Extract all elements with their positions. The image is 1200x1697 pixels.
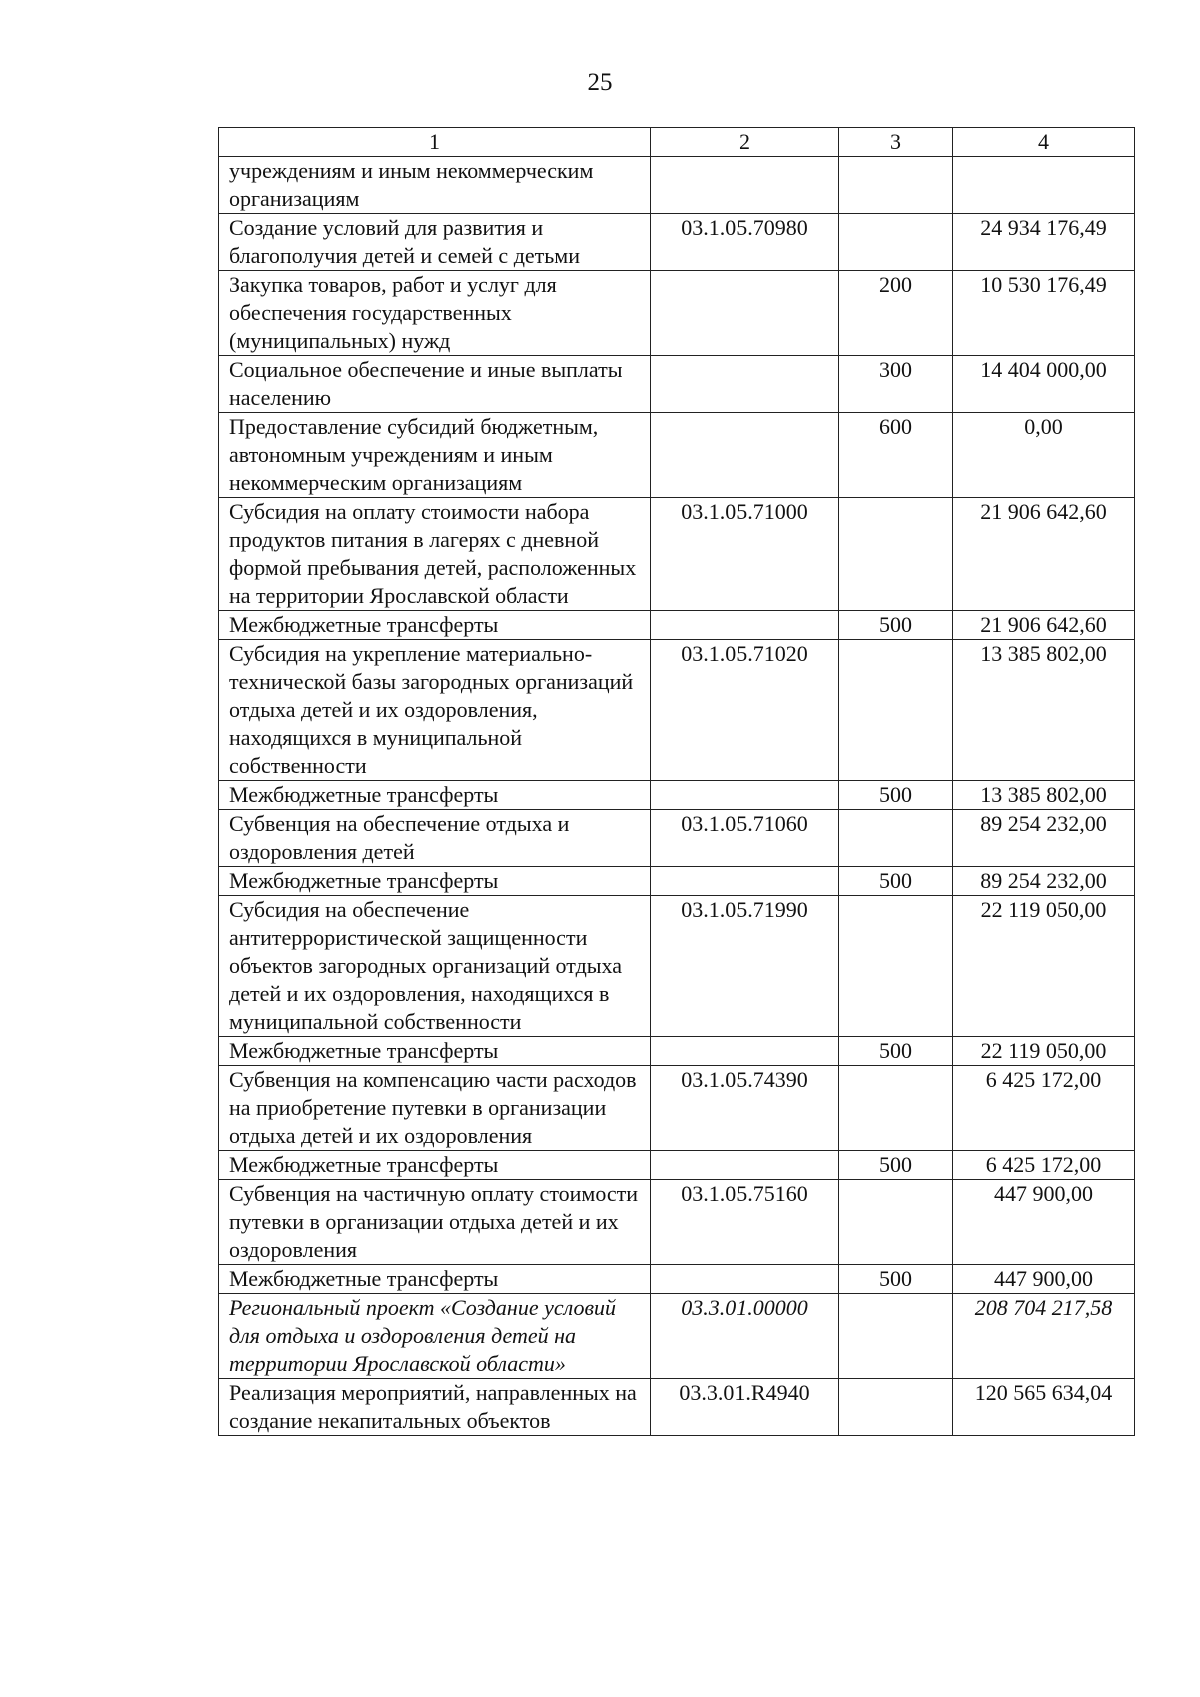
row-amount-cell: 24 934 176,49	[953, 214, 1135, 271]
row-code-cell	[651, 867, 839, 896]
row-type-cell: 200	[839, 271, 953, 356]
row-name-cell: Субсидия на укрепление материально-технической базы загородных организаций отдыха детей и их оздоровления, находящихся в муниципальной собственности	[219, 640, 651, 781]
row-name-cell: Субвенция на компенсацию части расходов на приобретение путевки в организации отдыха детей и их оздоровления	[219, 1066, 651, 1151]
row-name-cell: Субсидия на оплату стоимости набора продуктов питания в лагерях с дневной формой пребывания детей, расположенных на территории Ярославской области	[219, 498, 651, 611]
table-row	[219, 498, 1135, 611]
row-code-cell	[651, 611, 839, 640]
row-code-cell: 03.1.05.71060	[651, 810, 839, 867]
table-row	[219, 1379, 1135, 1436]
row-name-cell: учреждениям и иным некоммерческим организациям	[219, 157, 651, 214]
row-type-cell: 300	[839, 356, 953, 413]
row-name-cell: Закупка товаров, работ и услуг для обеспечения государственных (муниципальных) нужд	[219, 271, 651, 356]
row-type-cell: 500	[839, 1265, 953, 1294]
row-type-cell	[839, 498, 953, 611]
row-name-cell: Создание условий для развития и благополучия детей и семей с детьми	[219, 214, 651, 271]
row-name-cell: Предоставление субсидий бюджетным, автономным учреждениям и иным некоммерческим организациям	[219, 413, 651, 498]
row-amount-cell	[953, 157, 1135, 214]
column-header-3: 3	[839, 128, 953, 157]
row-type-cell	[839, 1180, 953, 1265]
table-body	[219, 157, 1135, 1436]
row-code-cell	[651, 1151, 839, 1180]
row-name-cell: Межбюджетные трансферты	[219, 867, 651, 896]
table-row	[219, 1294, 1135, 1379]
row-code-cell: 03.1.05.71020	[651, 640, 839, 781]
row-code-cell	[651, 1037, 839, 1066]
table-row	[219, 413, 1135, 498]
row-type-cell: 500	[839, 611, 953, 640]
row-code-cell	[651, 356, 839, 413]
row-amount-cell: 89 254 232,00	[953, 810, 1135, 867]
row-name-cell: Субсидия на обеспечение антитеррористической защищенности объектов загородных организаций отдыха детей и их оздоровления, находящихся в муниципальной собственности	[219, 896, 651, 1037]
row-amount-cell: 13 385 802,00	[953, 640, 1135, 781]
table-row	[219, 781, 1135, 810]
row-code-cell: 03.1.05.71990	[651, 896, 839, 1037]
row-name-cell: Межбюджетные трансферты	[219, 781, 651, 810]
table-row	[219, 214, 1135, 271]
column-header-1: 1	[219, 128, 651, 157]
column-header-2: 2	[651, 128, 839, 157]
row-amount-cell: 6 425 172,00	[953, 1151, 1135, 1180]
row-type-cell: 500	[839, 867, 953, 896]
row-type-cell	[839, 896, 953, 1037]
row-type-cell: 500	[839, 781, 953, 810]
page-number: 25	[587, 69, 613, 96]
row-type-cell	[839, 214, 953, 271]
row-amount-cell: 447 900,00	[953, 1265, 1135, 1294]
table-row	[219, 1037, 1135, 1066]
column-header-4: 4	[953, 128, 1135, 157]
table-row	[219, 810, 1135, 867]
row-code-cell	[651, 157, 839, 214]
row-code-cell	[651, 271, 839, 356]
row-code-cell: 03.1.05.74390	[651, 1066, 839, 1151]
row-code-cell	[651, 781, 839, 810]
table-row	[219, 611, 1135, 640]
row-type-cell	[839, 1066, 953, 1151]
row-amount-cell: 21 906 642,60	[953, 611, 1135, 640]
table-row	[219, 157, 1135, 214]
row-amount-cell: 447 900,00	[953, 1180, 1135, 1265]
row-amount-cell: 22 119 050,00	[953, 1037, 1135, 1066]
row-type-cell	[839, 640, 953, 781]
table-row	[219, 867, 1135, 896]
row-amount-cell: 10 530 176,49	[953, 271, 1135, 356]
row-code-cell: 03.1.05.70980	[651, 214, 839, 271]
row-amount-cell: 208 704 217,58	[953, 1294, 1135, 1379]
row-type-cell: 500	[839, 1151, 953, 1180]
row-name-cell: Межбюджетные трансферты	[219, 1265, 651, 1294]
row-code-cell: 03.1.05.71000	[651, 498, 839, 611]
row-name-cell: Межбюджетные трансферты	[219, 1151, 651, 1180]
table-header-row	[219, 128, 1135, 157]
row-amount-cell: 120 565 634,04	[953, 1379, 1135, 1436]
row-type-cell	[839, 810, 953, 867]
row-type-cell: 600	[839, 413, 953, 498]
row-code-cell: 03.3.01.00000	[651, 1294, 839, 1379]
row-type-cell	[839, 157, 953, 214]
row-amount-cell: 89 254 232,00	[953, 867, 1135, 896]
row-name-cell: Субвенция на обеспечение отдыха и оздоровления детей	[219, 810, 651, 867]
row-type-cell: 500	[839, 1037, 953, 1066]
row-amount-cell: 6 425 172,00	[953, 1066, 1135, 1151]
row-type-cell	[839, 1379, 953, 1436]
row-name-cell: Субвенция на частичную оплату стоимости путевки в организации отдыха детей и их оздоровления	[219, 1180, 651, 1265]
row-amount-cell: 22 119 050,00	[953, 896, 1135, 1037]
row-amount-cell: 0,00	[953, 413, 1135, 498]
table-row	[219, 1180, 1135, 1265]
table-row	[219, 640, 1135, 781]
row-name-cell: Межбюджетные трансферты	[219, 611, 651, 640]
row-amount-cell: 13 385 802,00	[953, 781, 1135, 810]
budget-table	[218, 127, 1135, 1436]
row-name-cell: Региональный проект «Создание условий для отдыха и оздоровления детей на территории Ярославской области»	[219, 1294, 651, 1379]
table-row	[219, 1151, 1135, 1180]
row-code-cell	[651, 413, 839, 498]
table-row	[219, 356, 1135, 413]
row-type-cell	[839, 1294, 953, 1379]
row-amount-cell: 21 906 642,60	[953, 498, 1135, 611]
row-code-cell	[651, 1265, 839, 1294]
table-row	[219, 1066, 1135, 1151]
table-row	[219, 271, 1135, 356]
row-name-cell: Социальное обеспечение и иные выплаты населению	[219, 356, 651, 413]
row-amount-cell: 14 404 000,00	[953, 356, 1135, 413]
row-code-cell: 03.1.05.75160	[651, 1180, 839, 1265]
row-name-cell: Реализация мероприятий, направленных на создание некапитальных объектов	[219, 1379, 651, 1436]
table-row	[219, 896, 1135, 1037]
row-code-cell: 03.3.01.R4940	[651, 1379, 839, 1436]
table-row	[219, 1265, 1135, 1294]
row-name-cell: Межбюджетные трансферты	[219, 1037, 651, 1066]
